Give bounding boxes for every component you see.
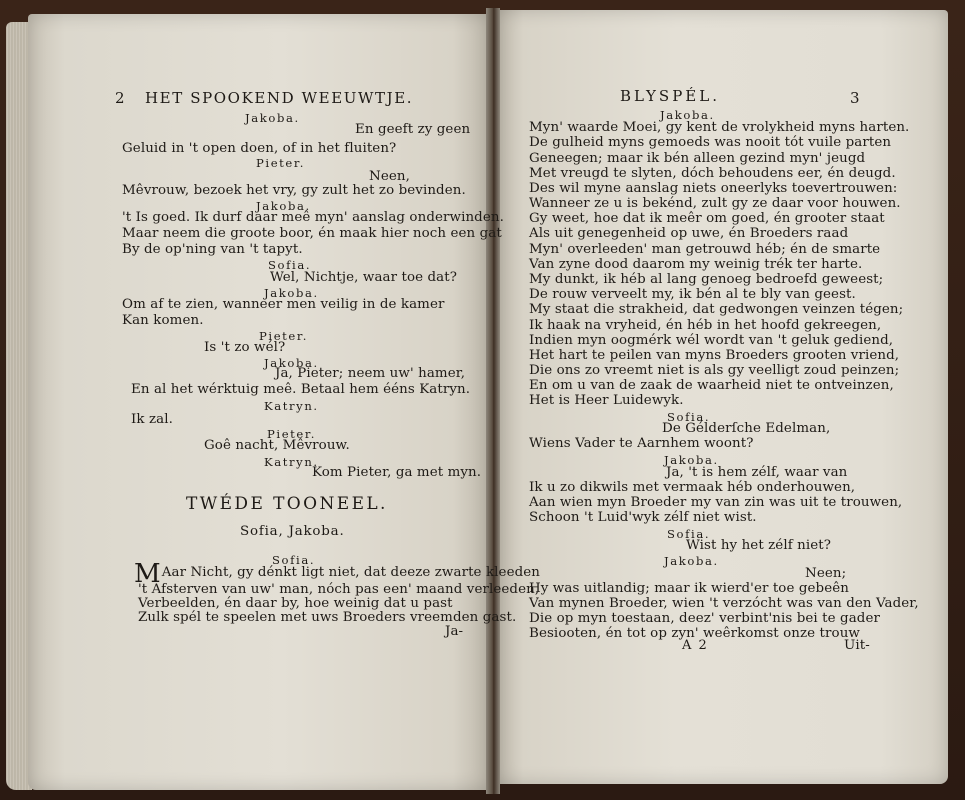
- speaker-label: Jakoba.: [256, 199, 311, 213]
- text-line: Met vreugd te slyten, dóch behoudens eer, én deugd.: [529, 166, 896, 181]
- text-line: Geneegen; maar ik bén alleen gezind myn' jeugd: [529, 151, 866, 166]
- text-line: Om af te zien, wanneer men veilig in de kamer: [122, 297, 445, 312]
- signature-mark: A 2: [682, 638, 709, 653]
- right-page-number: 3: [850, 89, 862, 107]
- text-line: Schoon 't Luid'wyk zélf niet wist.: [529, 510, 757, 525]
- text-line: Wanneer ze u is bekénd, zult gy ze daar voor houwen.: [529, 196, 901, 211]
- text-line: Ja, Pieter; neem uw' hamer,: [275, 366, 466, 381]
- text-line: My staat die strakheid, dat gedwongen veinzen tégen;: [529, 302, 904, 317]
- speaker-label: Jakoba.: [245, 111, 300, 125]
- text-line: Als uit genegenheid op uwe, én Broeders raad: [529, 226, 849, 241]
- left-page-number: 2: [115, 89, 127, 107]
- text-line: Neen,: [369, 169, 410, 184]
- speaker-label: Katryn.: [264, 399, 319, 413]
- text-line: En geeft zy geen: [355, 122, 471, 137]
- text-line: Is 't zo wél?: [204, 340, 286, 355]
- text-line: Des wil myne aanslag niets oneerlyks toevertrouwen:: [529, 181, 898, 196]
- text-line: Kom Pieter, ga met myn.: [312, 465, 482, 480]
- scene-heading: TWÉDE TOONEEL.: [186, 494, 388, 514]
- text-line: By de op'ning van 't tapyt.: [122, 242, 303, 257]
- speaker-label: Sofia.: [667, 410, 711, 424]
- text-line: Die ons zo vreemt niet is als gy veelligt zoud peinzen;: [529, 363, 900, 378]
- text-line: En om u van de zaak de waarheid niet te ontveinzen,: [529, 378, 894, 393]
- speaker-label: Jakoba.: [660, 108, 715, 122]
- text-line: Neen;: [805, 566, 847, 581]
- text-line: Indien myn oogmérk wél wordt van 't geluk gediend,: [529, 333, 894, 348]
- text-line: Die op myn toestaan, deez' verbint'nis bei te gader: [529, 611, 880, 626]
- speaker-label: Jakoba.: [664, 453, 719, 467]
- speaker-label: Katryn.: [264, 455, 319, 469]
- text-line-rest: Aar Nicht, gy dénkt ligt niet, dat deeze zwarte kleeden: [161, 565, 541, 580]
- text-line: Ik u zo dikwils met vermaak héb onderhouwen,: [529, 480, 856, 495]
- text-line: Het is Heer Luidewyk.: [529, 393, 684, 408]
- speaker-label: Jakoba.: [664, 554, 719, 568]
- speaker-label: Pieter.: [259, 329, 309, 343]
- text-line: Ik zal.: [131, 412, 173, 427]
- scene-characters: Sofia, Jakoba.: [240, 524, 345, 539]
- text-line: Gy weet, hoe dat ik meêr om goed, én grooter staat: [529, 211, 885, 226]
- speaker-label: Jakoba.: [264, 356, 319, 370]
- text-line: Aan wien myn Broeder my van zin was uit te trouwen,: [529, 495, 903, 510]
- drop-cap: M: [134, 559, 161, 589]
- speaker-label: Sofia.: [667, 527, 711, 541]
- speaker-label: Sofia.: [272, 553, 316, 567]
- speaker-label: Pieter.: [267, 427, 317, 441]
- left-running-head: HET SPOOKEND WEEUWTJE.: [145, 89, 414, 107]
- text-line: Mêvrouw, bezoek het vry, gy zult het zo bevinden.: [122, 183, 466, 198]
- text-line: Van mynen Broeder, wien 't verzócht was van den Vader,: [529, 596, 919, 611]
- text-line: 't Is goed. Ik durf daar meê myn' aanslag onderwinden.: [122, 210, 504, 225]
- text-line: Goê nacht, Mêvrouw.: [204, 438, 350, 453]
- text-line: Zulk spél te speelen met uws Broeders vreemden gast.: [138, 610, 517, 625]
- text-line: My dunkt, ik héb al lang genoeg bedroefd geweest;: [529, 272, 884, 287]
- text-line: De Gélderſche Edelman,: [662, 421, 831, 436]
- text-line: Ja, 't is hem zélf, waar van: [666, 465, 848, 480]
- text-line: Geluid in 't open doen, of in het fluiten?: [122, 141, 397, 156]
- text-line: Besiooten, én tot op zyn' weêrkomst onze trouw: [529, 626, 860, 641]
- text-line: En al het wérktuig meê. Betaal hem ééns Katryn.: [131, 382, 471, 397]
- text-line: Myn' waarde Moei, gy kent de vrolykheid myns harten.: [529, 120, 910, 135]
- speaker-label: Pieter.: [256, 156, 306, 170]
- text-line: Hy was uitlandig; maar ik wierd'er toe gebeên: [529, 581, 849, 596]
- text-line: Ik haak na vryheid, én héb in het hoofd gekreegen,: [529, 318, 882, 333]
- text-line: Verbeelden, én daar by, hoe weinig dat u past: [138, 596, 453, 611]
- speaker-label: Jakoba.: [264, 286, 319, 300]
- text-line: Wist hy het zélf niet?: [686, 538, 832, 553]
- text-line: Wel, Nichtje, waar toe dat?: [270, 270, 458, 285]
- book-gutter: [486, 8, 500, 794]
- text-line: De gulheid myns gemoeds was nooit tót vuile parten: [529, 135, 892, 150]
- text-line: Myn' overleeden' man getrouwd héb; én de smarte: [529, 242, 881, 257]
- text-line: Kan komen.: [122, 313, 204, 328]
- text-line: Maar neem die groote boor, én maak hier noch een gat: [122, 226, 502, 241]
- text-line: 't Afsterven van uw' man, nóch pas een' maand verleeden,: [138, 582, 540, 597]
- catchword: Uit-: [844, 638, 870, 653]
- speaker-label: Sofia.: [268, 258, 312, 272]
- text-line: De rouw verveelt my, ik bén al te bly van geest.: [529, 287, 856, 302]
- catchword: Ja-: [445, 624, 464, 639]
- text-line: Het hart te peilen van myns Broeders grooten vriend,: [529, 348, 900, 363]
- text-line: Van zyne dood daarom my weinig trék ter harte.: [529, 257, 863, 272]
- right-running-head: BLYSPÉL.: [620, 87, 720, 105]
- text-line: Wiens Vader te Aarnhem woont?: [529, 436, 754, 451]
